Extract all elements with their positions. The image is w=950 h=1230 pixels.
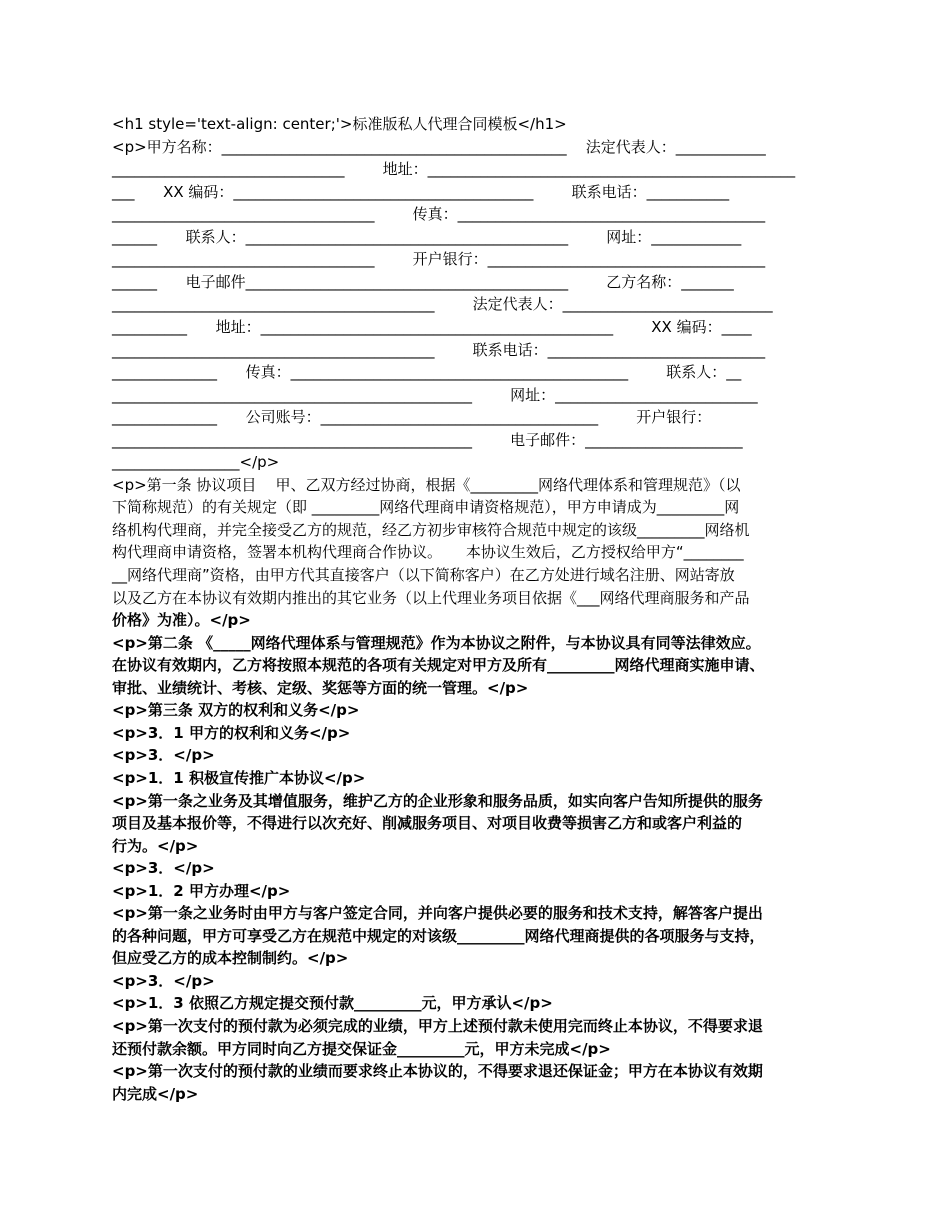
document-line: <p>第一次支付的预付款为必须完成的业绩，甲方上述预付款未使用完而终止本协议，不得要求退 bbox=[112, 1017, 763, 1035]
document-line: <p>第一条之业务时由甲方与客户签定合同，并向客户提供必要的服务和技术支持，解答客户提出 bbox=[112, 904, 763, 923]
document-line: 还预付款余额。甲方同时向乙方提交保证金_________元，甲方未完成</p> bbox=[112, 1039, 611, 1058]
document-line: <p>第二条 《_____网络代理体系与管理规范》作为本协议之附件，与本协议具有同等法律效应。 bbox=[112, 633, 761, 652]
document-line: 以及乙方在本协议有效期内推出的其它业务（以上代理业务项目依据《___网络代理商服务和产品 bbox=[112, 588, 750, 607]
document-line: <p>第一次支付的预付款的业绩而要求终止本协议的，不得要求退还保证金；甲方在本协议有效期 bbox=[112, 1062, 763, 1081]
document-line: 在协议有效期内，乙方将按照本规范的各项有关规定对甲方及所有_________网络代理商实施申请、 bbox=[112, 656, 765, 675]
document-line: 的各种问题，甲方可享受乙方在规范中规定的对该级_________网络代理商提供的各项服务与支持， bbox=[112, 926, 765, 945]
document-line: <p>3．</p> bbox=[112, 746, 215, 765]
document-line: 下简称规范）的有关规定（即 _________网络代理商申请资格规范），甲方申请成为_________网 bbox=[112, 498, 740, 517]
document-line: <p>1．3 依照乙方规定提交预付款_________元，甲方承认</p> bbox=[112, 994, 553, 1013]
document-line: <p>3．</p> bbox=[112, 859, 215, 878]
document-line: __________ 地址：_______________________________________________ XX 编码：____ bbox=[112, 317, 752, 336]
document-line: ________________________________________________ 电子邮件：_____________________ bbox=[112, 430, 743, 449]
document-line: <p>1．1 积极宣传推广本协议</p> bbox=[112, 768, 366, 787]
document-line: ___________________________________________ 联系电话：_____________________________ bbox=[112, 340, 766, 359]
document-line: 但应受乙方的成本控制制约。</p> bbox=[112, 949, 349, 968]
document-line: ___ XX 编码：________________________________________ 联系电话：___________ bbox=[112, 182, 730, 201]
document-line: 内完成</p> bbox=[112, 1084, 199, 1103]
document-line: <p>第一条之业务及其增值服务，维护乙方的企业形象和服务品质，如实向客户告知所提供的服务 bbox=[112, 791, 763, 810]
document-line: ______________ 传真：_____________________________________________ 联系人：__ bbox=[112, 363, 742, 382]
document-line: ______ 电子邮件___________________________________________ 乙方名称：_______ bbox=[112, 272, 734, 291]
document-line: ___________________________________ 传真：_________________________________________ bbox=[112, 205, 766, 224]
document-line: __网络代理商”资格，由甲方代其直接客户（以下简称客户）在乙方处进行域名注册、网站寄放 bbox=[112, 566, 735, 584]
document-line: <h1 style='text-align: center;'>标准版私人代理合同模板</h1> bbox=[112, 115, 567, 133]
document-line: _________________</p> bbox=[112, 453, 280, 472]
document-line: 构代理商申请资格，签署本机构代理商合作协议。 本协议生效后，乙方授权给甲方“________ bbox=[112, 543, 744, 562]
document-line: ___________________________________ 开户银行：_____________________________________ bbox=[112, 250, 766, 269]
document-line: <p>第一条 协议项目 甲、乙双方经过协商，根据《_________网络代理体系和管理规范》（以 bbox=[112, 475, 741, 494]
document-line: 行为。</p> bbox=[112, 836, 199, 855]
document-line: ______________ 公司账号：_____________________________________ 开户银行： bbox=[112, 408, 712, 427]
document-line: 项目及基本报价等，不得进行以次充好、削减服务项目、对项目收费等损害乙方和或客户利益的 bbox=[112, 814, 743, 833]
document-line: <p>甲方名称：______________________________________________ 法定代表人：____________ bbox=[112, 137, 766, 156]
document-line: _______________________________ 地址：_________________________________________________ bbox=[112, 160, 796, 179]
document-line: <p>第三条 双方的权利和义务</p> bbox=[112, 701, 360, 720]
document-line: 络机构代理商，并完全接受乙方的规范，经乙方初步审核符合规范中规定的该级_________网络机 bbox=[112, 520, 750, 539]
document-line: ___________________________________________ 法定代表人：____________________________ bbox=[112, 295, 773, 314]
document-line: <p>3．1 甲方的权利和义务</p> bbox=[112, 723, 351, 742]
document-line: ______ 联系人：___________________________________________ 网址：____________ bbox=[112, 227, 742, 246]
document-line: 价格》为准）。</p> bbox=[112, 611, 251, 630]
document-line: ________________________________________________ 网址：___________________________ bbox=[112, 385, 758, 404]
document-line: <p>3．</p> bbox=[112, 971, 215, 990]
document-line: 审批、业绩统计、考核、定级、奖惩等方面的统一管理。</p> bbox=[112, 678, 529, 697]
document-line: <p>1．2 甲方办理</p> bbox=[112, 881, 291, 900]
